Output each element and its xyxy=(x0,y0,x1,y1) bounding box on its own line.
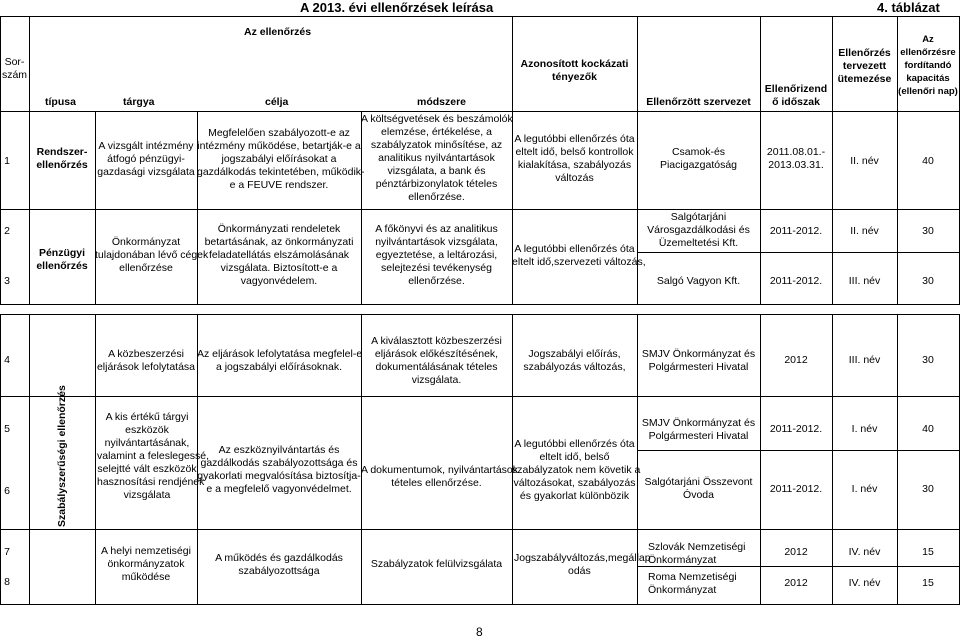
row7-schedule: IV. név xyxy=(848,546,881,558)
rule-section2-top xyxy=(0,314,960,315)
row1-schedule: II. név xyxy=(850,155,879,167)
rule-row5-split xyxy=(637,450,960,451)
row8-org: Roma Nemzetiségi Önkormányzat xyxy=(648,571,737,596)
row6-period: 2011-2012. xyxy=(769,483,823,495)
row2-days: 30 xyxy=(922,225,934,237)
table-label: 4. táblázat xyxy=(877,0,940,15)
row8-days: 15 xyxy=(922,577,934,589)
row6-number: 6 xyxy=(4,485,10,497)
row5-schedule: I. név xyxy=(851,423,878,435)
rule-row4-bottom xyxy=(0,396,960,397)
row23-subject: Önkormányzat tulajdonában lévő cégek ellenőrzése xyxy=(95,236,209,274)
header-szervezet: Ellenőrzött szervezet xyxy=(646,96,751,108)
row7-org: Szlovák Nemzetiségi Önkormányzat xyxy=(648,541,746,566)
row23-method: A főkönyvi és az analitikus nyilvántartások vizsgálata, egyeztetése, a leltározási, selejtezési tevékenység ellenőrzése. xyxy=(375,223,498,287)
row4-schedule: III. név xyxy=(848,354,881,366)
row1-org: Csamok-és Piacigazgatóság xyxy=(659,146,738,171)
header-sorszam: Sor- szám xyxy=(1,56,28,81)
row1-subject: A vizsgált intézmény átfogó pénzügyi- gazdasági vizsgálata xyxy=(97,140,195,178)
row7-days: 15 xyxy=(922,546,934,558)
row1-period: 2011.08.01.- 2013.03.31. xyxy=(766,146,826,171)
row3-period: 2011-2012. xyxy=(769,275,823,287)
row56-goal: Az eszköznyilvántartás és gazdálkodás szabályozottsága és gyakorlati megvalósítása biztosítja- e a megfelelő vagyonvédelmet. xyxy=(197,444,361,495)
row5-number: 5 xyxy=(4,423,10,435)
row8-period: 2012 xyxy=(784,577,808,589)
header-targya: tárgya xyxy=(123,96,155,108)
row4-goal: Az eljárások lefolytatása megfelel-e a jogszabályi előírásoknak. xyxy=(197,348,363,373)
row1-days: 40 xyxy=(922,155,934,167)
row6-schedule: I. név xyxy=(851,483,878,495)
page-number: 8 xyxy=(476,625,483,639)
row4-period: 2012 xyxy=(784,354,808,366)
row5-period: 2011-2012. xyxy=(769,423,823,435)
header-idoszak: Ellenőrizend ő időszak xyxy=(764,83,828,108)
rule-row6-bottom xyxy=(0,529,960,530)
row8-number: 8 xyxy=(4,576,10,588)
row8-schedule: IV. név xyxy=(848,577,881,589)
row78-method: Szabályzatok felülvizsgálata xyxy=(370,558,503,570)
row4-org: SMJV Önkormányzat és Polgármesteri Hivatal xyxy=(641,348,756,373)
row5-days: 40 xyxy=(922,423,934,435)
row78-goal: A működés és gazdálkodás szabályozottsága xyxy=(215,552,343,577)
row1-risk: A legutóbbi ellenőrzés óta eltelt idő, belső kontrollok kialakítása, szabályozás változás xyxy=(514,133,635,184)
rule-row1-bottom xyxy=(0,209,960,210)
row78-subject: A helyi nemzetiségi önkormányzatok működése xyxy=(101,545,191,583)
col-rule xyxy=(29,314,30,604)
row1-number: 1 xyxy=(4,155,10,167)
row2-org: Salgótarjáni Városgazdálkodási és Üzemeltetési Kft. xyxy=(647,211,750,249)
header-kapacitas: Az ellenőrzésre fordítandó kapacitás (ellenőri nap) xyxy=(898,34,958,97)
row1-type: Rendszer- ellenőrzés xyxy=(36,146,88,171)
row4-number: 4 xyxy=(4,354,10,366)
row7-period: 2012 xyxy=(784,546,808,558)
row23-type: Pénzügyi ellenőrzés xyxy=(36,247,88,272)
header-ellenorzes-group: Az ellenőrzés xyxy=(244,26,312,38)
header-utemezes: Ellenőrzés tervezett ütemezése xyxy=(837,47,892,85)
rule-bottom xyxy=(0,604,960,605)
row2-period: 2011-2012. xyxy=(769,225,823,237)
header-kockazati: Azonosított kockázati tényezők xyxy=(520,58,629,83)
row3-days: 30 xyxy=(922,275,934,287)
row56-type-vertical: Szabályszerűségi ellenőrzés xyxy=(56,385,68,527)
row3-number: 3 xyxy=(4,275,10,287)
row56-subject: A kis értékű tárgyi eszközök nyilvántartásának, valamint a feleslegessé, selejtté vált eszközök hasznosítási rendjének vizsgálata xyxy=(97,411,210,501)
row5-org: SMJV Önkormányzat és Polgármesteri Hivatal xyxy=(641,417,756,442)
row6-org: Salgótarjáni Összevont Óvoda xyxy=(644,476,753,501)
row4-risk: Jogszabályi előírás, szabályozás változás, xyxy=(523,348,626,373)
row1-method: A költségvetések és beszámolók elemzése, értékelése, a szabályzatok minősítése, az analitikus nyilvántartások vizsgálata, a bank és pénztárbizonylatok tételes ellenőrzése. xyxy=(361,113,513,203)
row1-goal: Megfelelően szabályozott-e az intézmény működése, betartják-e a jogszabályi előírásokat a gazdálkodás tekintetében, működik- e a FEUVE rendszer. xyxy=(197,127,365,191)
document-title: A 2013. évi ellenőrzések leírása xyxy=(300,0,494,15)
rule-top xyxy=(0,16,960,17)
header-tipusa: típusa xyxy=(45,96,76,108)
row4-method: A kiválasztott közbeszerzési eljárások előkészítésének, dokumentálásának tételes vizsgálata. xyxy=(371,335,502,386)
row4-subject: A közbeszerzési eljárások lefolytatása xyxy=(96,348,196,373)
rule-header-bottom xyxy=(0,111,960,112)
row7-number: 7 xyxy=(4,546,10,558)
row2-number: 2 xyxy=(4,225,10,237)
row56-method: A dokumentumok, nyilvántartások tételes ellenőrzése. xyxy=(361,464,518,489)
row3-org: Salgó Vagyon Kft. xyxy=(656,275,741,287)
row4-days: 30 xyxy=(922,354,934,366)
row78-risk: Jogszabályváltozás,megállap odás xyxy=(514,552,651,577)
row3-schedule: III. név xyxy=(848,275,881,287)
header-modszere: módszere xyxy=(417,96,467,108)
row6-days: 30 xyxy=(922,483,934,495)
row23-goal: Önkormányzati rendeletek betartásának, az önkormányzati feladatellátás elszámolásának vizsgálata. Biztosított-e a vagyonvédelem. xyxy=(204,223,354,287)
header-celja: célja xyxy=(265,96,289,108)
row23-risk: A legutóbbi ellenőrzés óta eltelt idő,szervezeti változás, xyxy=(512,243,646,268)
row2-schedule: II. név xyxy=(850,225,879,237)
rule-row3-bottom xyxy=(0,304,960,305)
row56-risk: A legutóbbi ellenőrzés óta eltelt idő, belső szabályzatok nem követik a változásokat, szabályozás és gyakorlat különbözik xyxy=(512,438,641,502)
rule-row2-split xyxy=(637,252,960,253)
